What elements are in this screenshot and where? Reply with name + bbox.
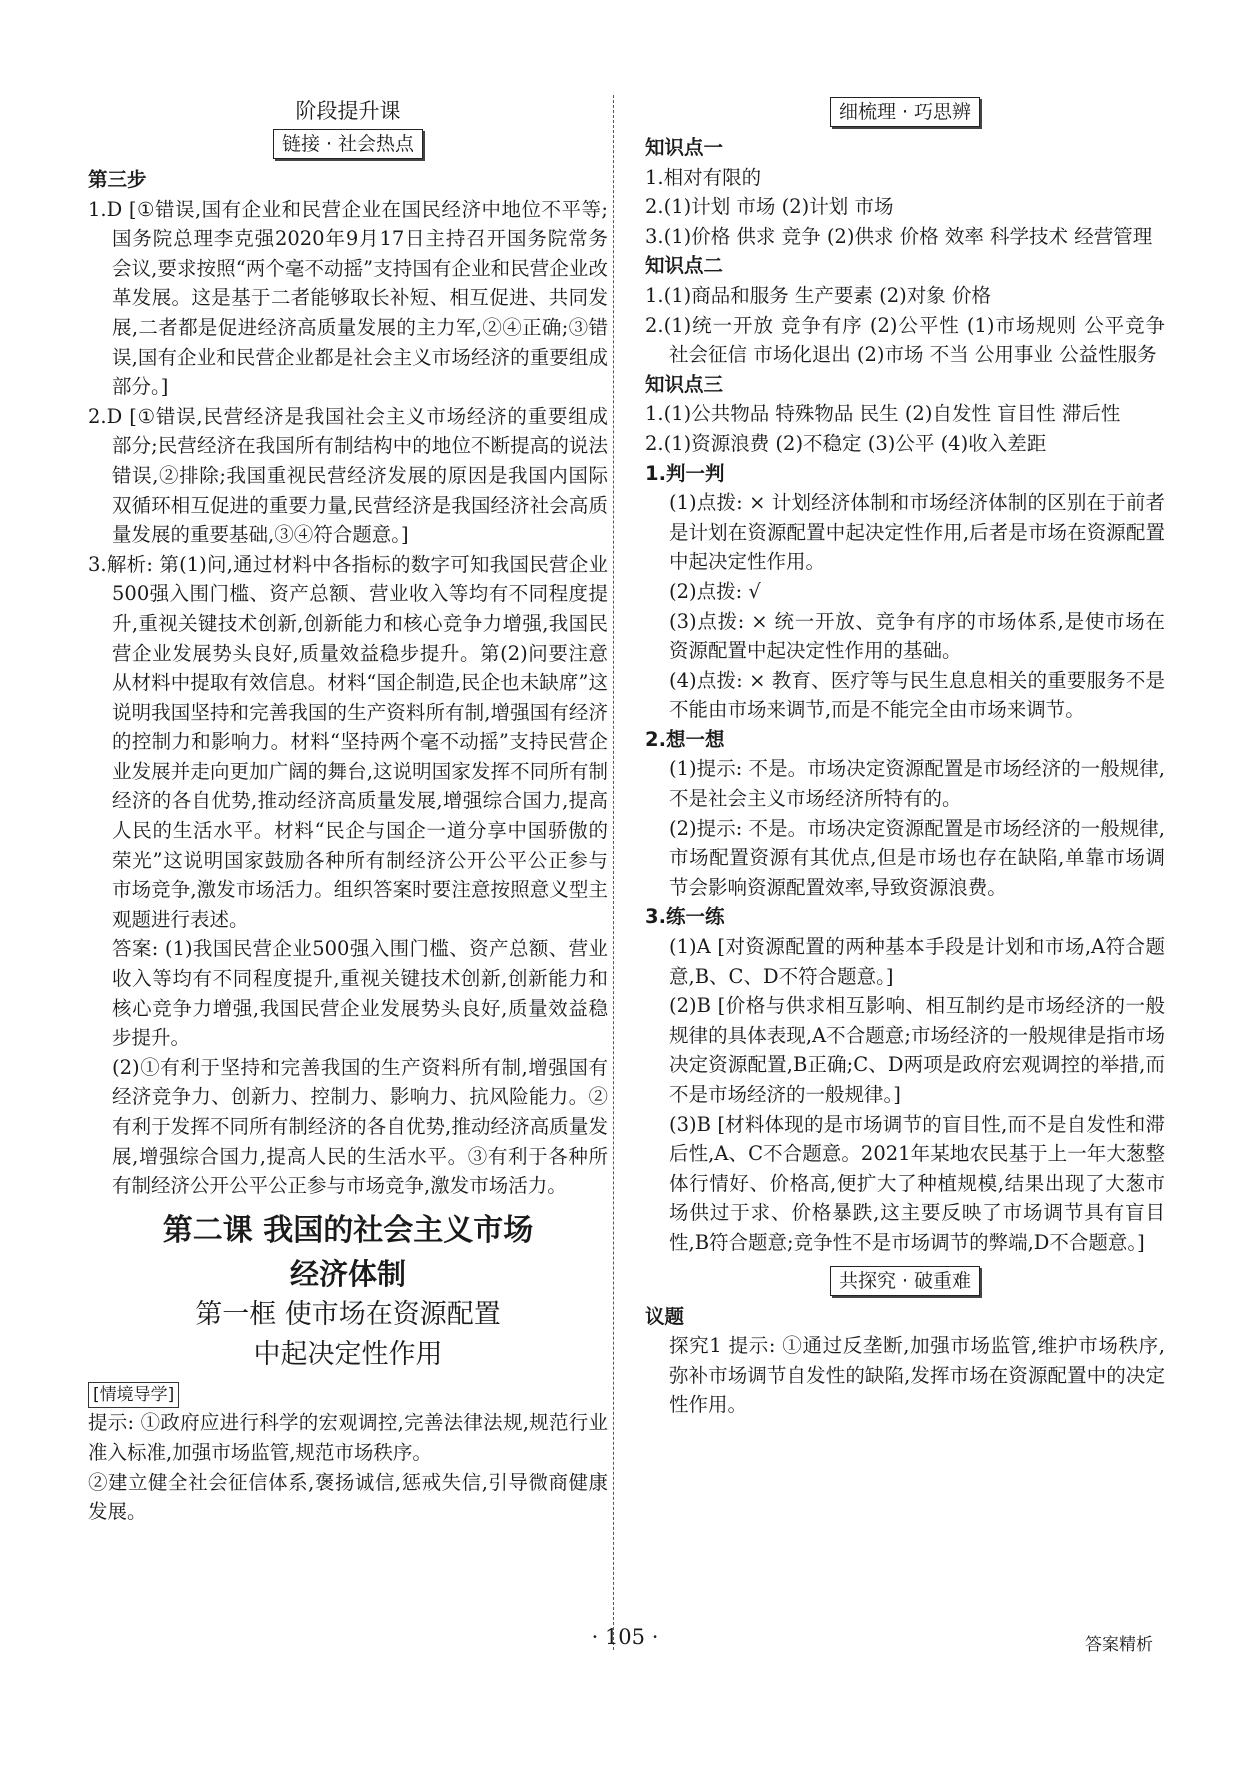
text-paragraph: 3.解析: 第(1)问,通过材料中各指标的数字可知我国民营企业500强入围门槛、资产总额、营业收入等均有不同程度提升,重视关键技术创新,创新能力和核心竞争力增强,我国民营企业发展势头良好,质量效益稳步提升。第(2)问要注意从材料中提取有效信息。材料“国企制造,民企也未缺席”这说明我国坚持和完善我国的生产资料所有制,增强国有经济的控制力和影响力。材料“坚持两个毫不动摇”支持民营企业发展并走向更加广阔的舞台,这说明国家发挥不同所有制经济的各自优势,推动经济高质量发展,增强综合国力,提高人民的生活水平。材料“民企与国企一道分享中国骄傲的荣光”这说明国家鼓励各种所有制经济公开公平公正参与市场竞争,激发市场活力。组织答案时要注意按照意义型主观题进行表述。 xyxy=(88,552,608,931)
explore-text: 探究1 提示: ①通过反垄断,加强市场监管,维护市场秩序,弥补市场调节自发性的缺陷,发挥市场在资源配置中的决定性作用。 xyxy=(669,1334,1165,1417)
text-paragraph: (2)B [价格与供求相互影响、相互制约是市场经济的一般规律的具体表现,A不合题意;市场经济的一般规律是指市场决定资源配置,B正确;C、D两项是政府宏观调控的举措,而不是市场经济的一般规律。] xyxy=(669,994,1165,1106)
frame-title-line2: 中起决定性作用 xyxy=(253,1338,443,1370)
text-paragraph: (2)点拨: √ xyxy=(669,579,761,603)
answer-label: 答案精析 xyxy=(1085,1635,1153,1655)
review-box-title: 细梳理 · 巧思辨 xyxy=(830,97,980,127)
text-paragraph: 1.(1)商品和服务 生产要素 (2)对象 价格 xyxy=(645,283,991,307)
text-paragraph: (4)点拨: × 教育、医疗等与民生息息相关的重要服务不是不能由市场来调节,而是不能完全由市场来调节。 xyxy=(669,668,1165,722)
text-paragraph: 1.判一判 xyxy=(645,461,725,485)
lesson-title-line2: 经济体制 xyxy=(289,1256,406,1291)
step-title: 第三步 xyxy=(88,168,147,191)
text-paragraph: 2.想一想 xyxy=(645,727,725,751)
right-blocks xyxy=(645,133,1165,1258)
left-column xyxy=(88,95,608,1527)
explore-box-title: 共探究 · 破重难 xyxy=(830,1266,980,1296)
tip-line-2: ②建立健全社会征信体系,褒扬诚信,惩戒失信,引导微商健康发展。 xyxy=(88,1470,608,1524)
text-paragraph: (3)B [材料体现的是市场调节的盲目性,而不是自发性和滞后性,A、C不合题意。2021年某地农民基于上一年大葱整体行情好、价格高,便扩大了种植规模,结果出现了大葱市场供过于求、价格暴跌,这主要反映了市场调节具有盲目性,B符合题意;竞争性不是市场调节的弊端,D不合题意。] xyxy=(669,1112,1165,1254)
topic-label: 议题 xyxy=(645,1304,685,1328)
left-answers xyxy=(88,195,608,1201)
text-paragraph: 2.(1)统一开放 竞争有序 (2)公平性 (1)市场规则 公平竞争 社会征信 市场化退出 (2)市场 不当 公用事业 公益性服务 xyxy=(645,313,1165,367)
text-paragraph: 答案: (1)我国民营企业500强入围门槛、资产总额、营业收入等均有不同程度提升,重视关键技术创新,创新能力和核心竞争力增强,我国民营企业发展势头良好,质量效益稳步提升。 xyxy=(112,937,608,1050)
text-paragraph: (2)①有利于坚持和完善我国的生产资料所有制,增强国有经济竞争力、创新力、控制力、影响力、抗风险能力。②有利于发挥不同所有制经济的各自优势,推动经济高质量发展,增强综合国力,提高人民的生活水平。③有利于各种所有制经济公开公平公正参与市场竞争,激发市场活力。 xyxy=(112,1055,608,1198)
text-paragraph: 知识点二 xyxy=(645,254,724,278)
text-paragraph: 1.(1)公共物品 特殊物品 民生 (2)自发性 盲目性 滞后性 xyxy=(645,402,1121,426)
text-paragraph: (3)点拨: × 统一开放、竞争有序的市场体系,是使市场在资源配置中起决定性作用的基础。 xyxy=(669,609,1165,663)
text-paragraph: 知识点三 xyxy=(645,372,724,396)
lesson-title-line1: 第二课 我国的社会主义市场 xyxy=(162,1212,534,1248)
text-paragraph: (1)提示: 不是。市场决定资源配置是市场经济的一般规律,不是社会主义市场经济所特有的。 xyxy=(669,757,1165,811)
text-paragraph: (1)A [对资源配置的两种基本手段是计划和市场,A符合题意,B、C、D不符合题意。] xyxy=(669,935,1165,988)
text-paragraph: 知识点一 xyxy=(645,136,724,159)
text-paragraph: 1.相对有限的 xyxy=(645,165,762,189)
page-number: · 105 · xyxy=(591,1625,659,1649)
hotspot-box-title: 链接 · 社会热点 xyxy=(273,129,423,159)
text-paragraph: 2.D [①错误,民营经济是我国社会主义市场经济的重要组成部分;民营经济在我国所有制结构中的地位不断提高的说法错误,②排除;我国重视民营经济发展的原因是我国内国际双循环相互促进的重要力量,民营经济是我国经济社会高质量发展的重要基础,③④符合题意。] xyxy=(88,404,608,547)
text-paragraph: 3.练一练 xyxy=(645,905,725,929)
column-divider xyxy=(613,95,614,1650)
text-paragraph: 3.(1)价格 供求 竞争 (2)供求 价格 效率 科学技术 经营管理 xyxy=(645,224,1153,248)
text-paragraph: (2)提示: 不是。市场决定资源配置是市场经济的一般规律,市场配置资源有其优点,但是市场也存在缺陷,单靠市场调节会影响资源配置效率,导致资源浪费。 xyxy=(669,816,1165,899)
text-paragraph: (1)点拨: × 计划经济体制和市场经济体制的区别在于前者是计划在资源配置中起决定性作用,后者是市场在资源配置中起决定性作用。 xyxy=(669,491,1165,574)
frame-title-line1: 第一框 使市场在资源配置 xyxy=(195,1298,501,1330)
right-column xyxy=(645,95,1165,1420)
situation-label: [情境导学] xyxy=(88,1382,179,1408)
text-paragraph: 1.D [①错误,国有企业和民营企业在国民经济中地位不平等;国务院总理李克强2020年9月17日主持召开国务院常务会议,要求按照“两个毫不动摇”支持国有企业和民营企业改革发展。这是基于二者能够取长补短、相互促进、共同发展,二者都是促进经济高质量发展的主力军,②④正确;③错误,国有企业和民营企业都是社会主义市场经济的重要组成部分。] xyxy=(88,197,608,399)
text-paragraph: 2.(1)计划 市场 (2)计划 市场 xyxy=(645,195,894,219)
text-paragraph: 2.(1)资源浪费 (2)不稳定 (3)公平 (4)收入差距 xyxy=(645,431,1047,455)
tip-line-1: 提示: ①政府应进行科学的宏观调控,完善法律法规,规范行业准入标准,加强市场监管,规范市场秩序。 xyxy=(88,1411,608,1464)
stage-title: 阶段提升课 xyxy=(295,99,401,123)
